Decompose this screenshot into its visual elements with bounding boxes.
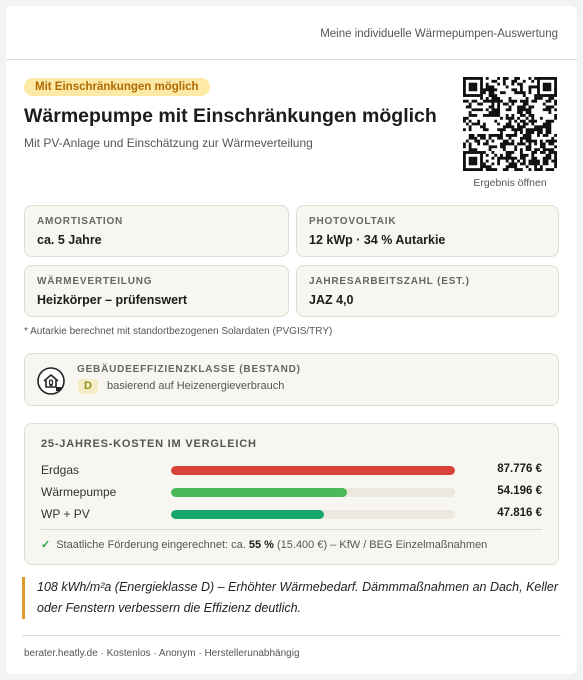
energy-note: 108 kWh/m²a (Energieklasse D) – Erhöhter Wärmebedarf. Dämmmaßnahmen an Dach, Keller oder Fenstern verbessern die Effizienz deutlich. (22, 577, 559, 619)
kpi-card-jahresarbeitszahl (296, 265, 559, 317)
header-title: Meine individuelle Wärmepumpen-Auswertung (320, 28, 558, 40)
header (6, 6, 577, 60)
cost-row-label: WP + PV (41, 507, 90, 521)
efficiency-label: GEBÄUDEEFFIZIENZKLASSE (BESTAND) (77, 364, 301, 375)
divider (41, 529, 542, 530)
kpi-label: JAHRESARBEITSZAHL (EST.) (309, 276, 470, 287)
kpi-value: ca. 5 Jahre (37, 233, 102, 247)
kpi-label: PHOTOVOLTAIK (309, 216, 397, 227)
cost-bar-track (171, 466, 455, 475)
cost-row-value: 54.196 € (497, 485, 542, 497)
kpi-value: JAZ 4,0 (309, 293, 354, 307)
cost-bar-track (171, 488, 455, 497)
qr-label[interactable]: Ergebnis öffnen (473, 177, 547, 189)
house-thermometer-icon (37, 367, 65, 395)
efficiency-card (24, 353, 559, 406)
check-icon: ✓ (41, 539, 51, 551)
subsidy-suffix: (15.400 €) – KfW / BEG Einzelmaßnahmen (276, 539, 488, 551)
page-title: Wärmepumpe mit Einschränkungen möglich (24, 105, 437, 127)
kpi-label: WÄRMEVERTEILUNG (37, 276, 153, 287)
cost-row-erdgas (41, 462, 542, 478)
footer-text: berater.heatly.de · Kostenlos · Anonym · Herstellerunabhängig (24, 648, 300, 659)
cost-row-value: 47.816 € (497, 507, 542, 519)
cost-row-wp-pv (41, 506, 542, 522)
cost-row-waermepumpe (41, 484, 542, 500)
divider (22, 635, 561, 636)
cost-bar-fill (171, 466, 455, 475)
page-subtitle: Mit PV-Anlage und Einschätzung zur Wärmeverteilung (24, 136, 313, 150)
autarkie-footnote: * Autarkie berechnet mit standortbezogenen Solardaten (PVGIS/TRY) (24, 326, 333, 337)
cost-bar-fill (171, 488, 347, 497)
cost-row-label: Wärmepumpe (41, 485, 117, 499)
cost-bar-track (171, 510, 455, 519)
kpi-value: 12 kWp · 34 % Autarkie (309, 233, 446, 247)
cost-comparison-card (24, 423, 559, 565)
cost-row-value: 87.776 € (497, 463, 542, 475)
kpi-card-photovoltaik (296, 205, 559, 257)
subsidy-info (41, 538, 487, 551)
efficiency-description: basierend auf Heizenergieverbrauch (107, 380, 285, 392)
kpi-value: Heizkörper – prüfenswert (37, 293, 188, 307)
kpi-card-amortisation (24, 205, 289, 257)
subsidy-prefix: Staatliche Förderung eingerechnet: ca. (56, 539, 246, 551)
kpi-card-waermeverteilung (24, 265, 289, 317)
cost-row-label: Erdgas (41, 463, 80, 477)
result-page (6, 6, 577, 674)
cost-bar-fill (171, 510, 324, 519)
kpi-label: AMORTISATION (37, 216, 124, 227)
subsidy-percent: 55 % (248, 539, 274, 551)
qr-code[interactable] (463, 77, 557, 171)
efficiency-grade-badge: D (78, 379, 98, 394)
status-badge: Mit Einschränkungen möglich (24, 78, 210, 96)
cost-comparison-title: 25-JAHRES-KOSTEN IM VERGLEICH (41, 438, 257, 450)
